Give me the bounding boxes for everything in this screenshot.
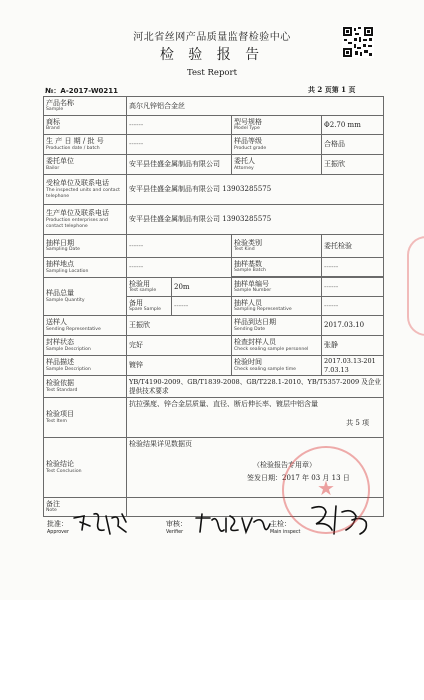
value-sampling-base: ------ [322, 258, 384, 277]
label-brand: 商标 Brand [44, 116, 127, 135]
row-sampling-date [44, 235, 384, 258]
label-sending-date: 样品到达日期 Sending Date [232, 316, 322, 336]
row-standard [44, 376, 384, 398]
verifier-label-en: Verifier [166, 530, 184, 535]
organization-name: 河北省丝网产品质量监督检验中心 [133, 32, 291, 43]
label-conclusion: 检验结论 Test Conclusion [44, 438, 127, 498]
row-inspected-unit [44, 175, 384, 205]
approver-label-en: Approver [47, 530, 69, 535]
label-seal: 封样状态 Sample Description [44, 336, 127, 356]
verifier-signature [192, 512, 274, 536]
value-item-cell [127, 398, 384, 438]
official-seal [282, 446, 370, 534]
page-count: 共 2 页第 1 页 [308, 85, 356, 94]
value-test-time: 2017.03.13-2017.03.13 [322, 356, 384, 376]
value-seal: 完好 [127, 336, 232, 356]
label-inspected-unit: 受检单位及联系电话 The inspected units and contact telephone [44, 175, 127, 205]
label-remarks: 备注 Note [44, 498, 127, 517]
stamp-label: （检验报告专用章） [253, 461, 316, 469]
label-test-time: 检验时间 Check sealing sample time [232, 356, 322, 376]
value-sample: 高尔凡锌铝合金丝 [127, 97, 384, 116]
value-model: Φ2.70 mm [322, 116, 384, 135]
label-sample-number: 抽样单编号 Sample Number [232, 278, 322, 297]
row-description [44, 356, 384, 376]
label-spare-sample: 备用 Spare Sample [127, 297, 172, 316]
row-seal [44, 336, 384, 356]
main-inspector-label: 主检： [270, 520, 291, 528]
star-icon: ★ [317, 476, 335, 500]
approver-signature [70, 508, 132, 538]
value-sample-number: ------ [322, 278, 384, 297]
row-bailor [44, 155, 384, 175]
qr-code-icon [342, 26, 374, 58]
label-sample: 产品名称 Sample [44, 97, 127, 116]
row-brand [44, 116, 384, 135]
label-description: 样品描述 Sample Description [44, 356, 127, 376]
value-sender: 王振欣 [127, 316, 232, 336]
approver-label: 批准： [47, 520, 68, 528]
verifier-label: 审核： [166, 520, 187, 528]
item-count: 共 5 项 [346, 419, 369, 427]
value-standard: YB/T4190-2009、GB/T1839-2008、GB/T228.1-2010、YB/T5357-2009 及企业提供技术要求 [127, 376, 384, 398]
report-title-en: Test Report [187, 68, 237, 78]
label-sampling-base: 抽样基数 Sample Batch [232, 258, 322, 277]
label-test-kind: 检验类别 Test Kind [232, 235, 322, 258]
value-grade: 合格品 [322, 135, 384, 155]
value-description: 镀锌 [127, 356, 232, 376]
value-seal-person: 张静 [322, 336, 384, 356]
report-number: №：A-2017-W0211 [45, 87, 119, 95]
label-seal-person: 检查封样人员 Check sealing sample personnel [232, 336, 322, 356]
label-test-sample: 检验用 Test sample [127, 278, 172, 297]
sign-date: 签发日期：2017 年 03 月 13 日 [247, 474, 350, 482]
value-production-unit: 安平县佳盛金属制品有限公司 13903285575 [127, 205, 384, 235]
value-sending-date: 2017.03.10 [322, 316, 384, 336]
value-bailor: 安平县佳盛金属制品有限公司 [127, 155, 232, 175]
label-sampling-rep: 抽样人员 Sampling Representative [232, 297, 322, 316]
row-sample [44, 97, 384, 116]
label-sampling-date: 抽样日期 Sampling Date [44, 235, 127, 258]
value-inspected-unit: 安平县佳盛金属制品有限公司 13903285575 [127, 175, 384, 205]
label-sender: 送样人 Sending Representative [44, 316, 127, 336]
label-production-unit: 生产单位及联系电话 Production enterprises and contact telephone [44, 205, 127, 235]
value-test-sample: 20m [172, 278, 232, 297]
value-attorney: 王振欣 [322, 155, 384, 175]
label-batch: 生 产 日 期 / 批 号 Production date / batch [44, 135, 127, 155]
row-item [44, 398, 384, 438]
label-item: 检验项目 Test Item [44, 398, 127, 438]
value-sampling-date: ------ [127, 235, 232, 258]
row-quantity-test [44, 278, 384, 297]
value-item: 抗拉强度、锌合金层质量、直径、断后伸长率、镀层中铝含量 [129, 400, 318, 408]
label-quantity: 样品总量 Sample Quantity [44, 278, 127, 316]
label-sampling-location: 抽样地点 Sampling Location [44, 258, 127, 278]
value-conclusion: 检验结果详见数据页 [129, 440, 192, 448]
main-inspector-label-en: Main inspect [270, 530, 301, 535]
value-spare-sample: ------ [172, 297, 232, 316]
value-batch: ------ [127, 135, 232, 155]
label-standard: 检验依据 Test Standard [44, 376, 127, 398]
row-production-unit [44, 205, 384, 235]
report-title: 检 验 报 告 [159, 47, 265, 63]
label-grade: 样品等级 Product grade [232, 135, 322, 155]
row-sender [44, 316, 384, 336]
value-sampling-location: ------ [127, 258, 232, 278]
row-sampling-location [44, 258, 384, 277]
value-sampling-rep: ------ [322, 297, 384, 316]
value-brand: ------ [127, 116, 232, 135]
label-bailor: 委托单位 Bailor [44, 155, 127, 175]
value-test-kind: 委托检验 [322, 235, 384, 258]
edge-seal [407, 236, 424, 336]
row-batch [44, 135, 384, 155]
label-attorney: 委托人 Attorney [232, 155, 322, 175]
label-model: 型号规格 Model Type [232, 116, 322, 135]
